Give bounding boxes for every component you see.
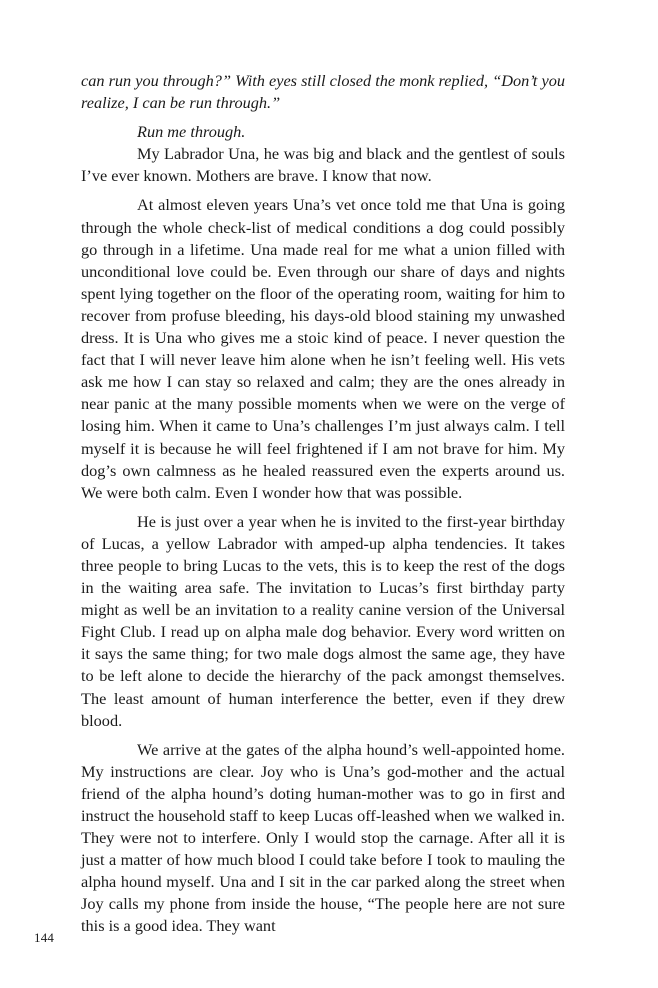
page-number: 144 (34, 930, 55, 945)
paragraph-arrival: We arrive at the gates of the alpha hound’s well-appointed home. My instructions are clear. Joy who is Una’s god-mother and the actual friend of the alpha hound’s doting human-mother was to go in first and instruct the household staff to keep Lucas off-leashed when we walked in. They were not to interfere. Only I would stop the carnage. After all it is just a matter of how much blood I could take before I took to mauling the alpha hound myself. Una and I sit in the car parked along the street when Joy calls my phone from inside the house, “The people here are not sure this is a good idea. They want (81, 739, 565, 936)
paragraph-labrador-una: My Labrador Una, he was big and black and the gentlest of souls I’ve ever known. Mothers are brave. I know that now. (81, 144, 565, 186)
body-text (81, 70, 565, 938)
paragraph-monk-quote: can run you through?” With eyes still closed the monk replied, “Don’t you realize, I can be run through.” (81, 71, 565, 113)
paragraph-run-me-through: Run me through. (137, 122, 246, 142)
paragraph-lucas-birthday: He is just over a year when he is invited to the first-year birthday of Lucas, a yellow Labrador with amped-up alpha tendencies. It takes three people to bring Lucas to the vets, this is to keep the rest of the dogs in the waiting area safe. The invitation to Lucas’s first birthday party might as well be an invitation to a reality canine version of the Universal Fight Club. I read up on alpha male dog behavior. Every word written on it says the same thing; for two male dogs almost the same age, they have to be left alone to decide the hierarchy of the pack amongst themselves. The least amount of human interference the better, even if they drew blood. (81, 511, 565, 730)
paragraph-medical-conditions: At almost eleven years Una’s vet once told me that Una is going through the whole check-list of medical conditions a dog could possibly go through in a lifetime. Una made real for me what a union filled with unconditional love could be. Even through our share of days and nights spent lying together on the floor of the operating room, waiting for him to recover from profuse bleeding, his days-old blood staining my unwashed dress. It is Una who gives me a stoic kind of peace. I never question the fact that I will never leave him alone when he isn’t feeling well. His vets ask me how I can stay so relaxed and calm; they are the ones already in near panic at the many possible moments when we were on the verge of losing him. When it came to Una’s challenges I’m just always calm. I tell myself it is because he will feel frightened if I am not brave for him. My dog’s own calmness as he healed reassured even the experts around us. We were both calm. Even I wonder how that was possible. (81, 195, 565, 502)
